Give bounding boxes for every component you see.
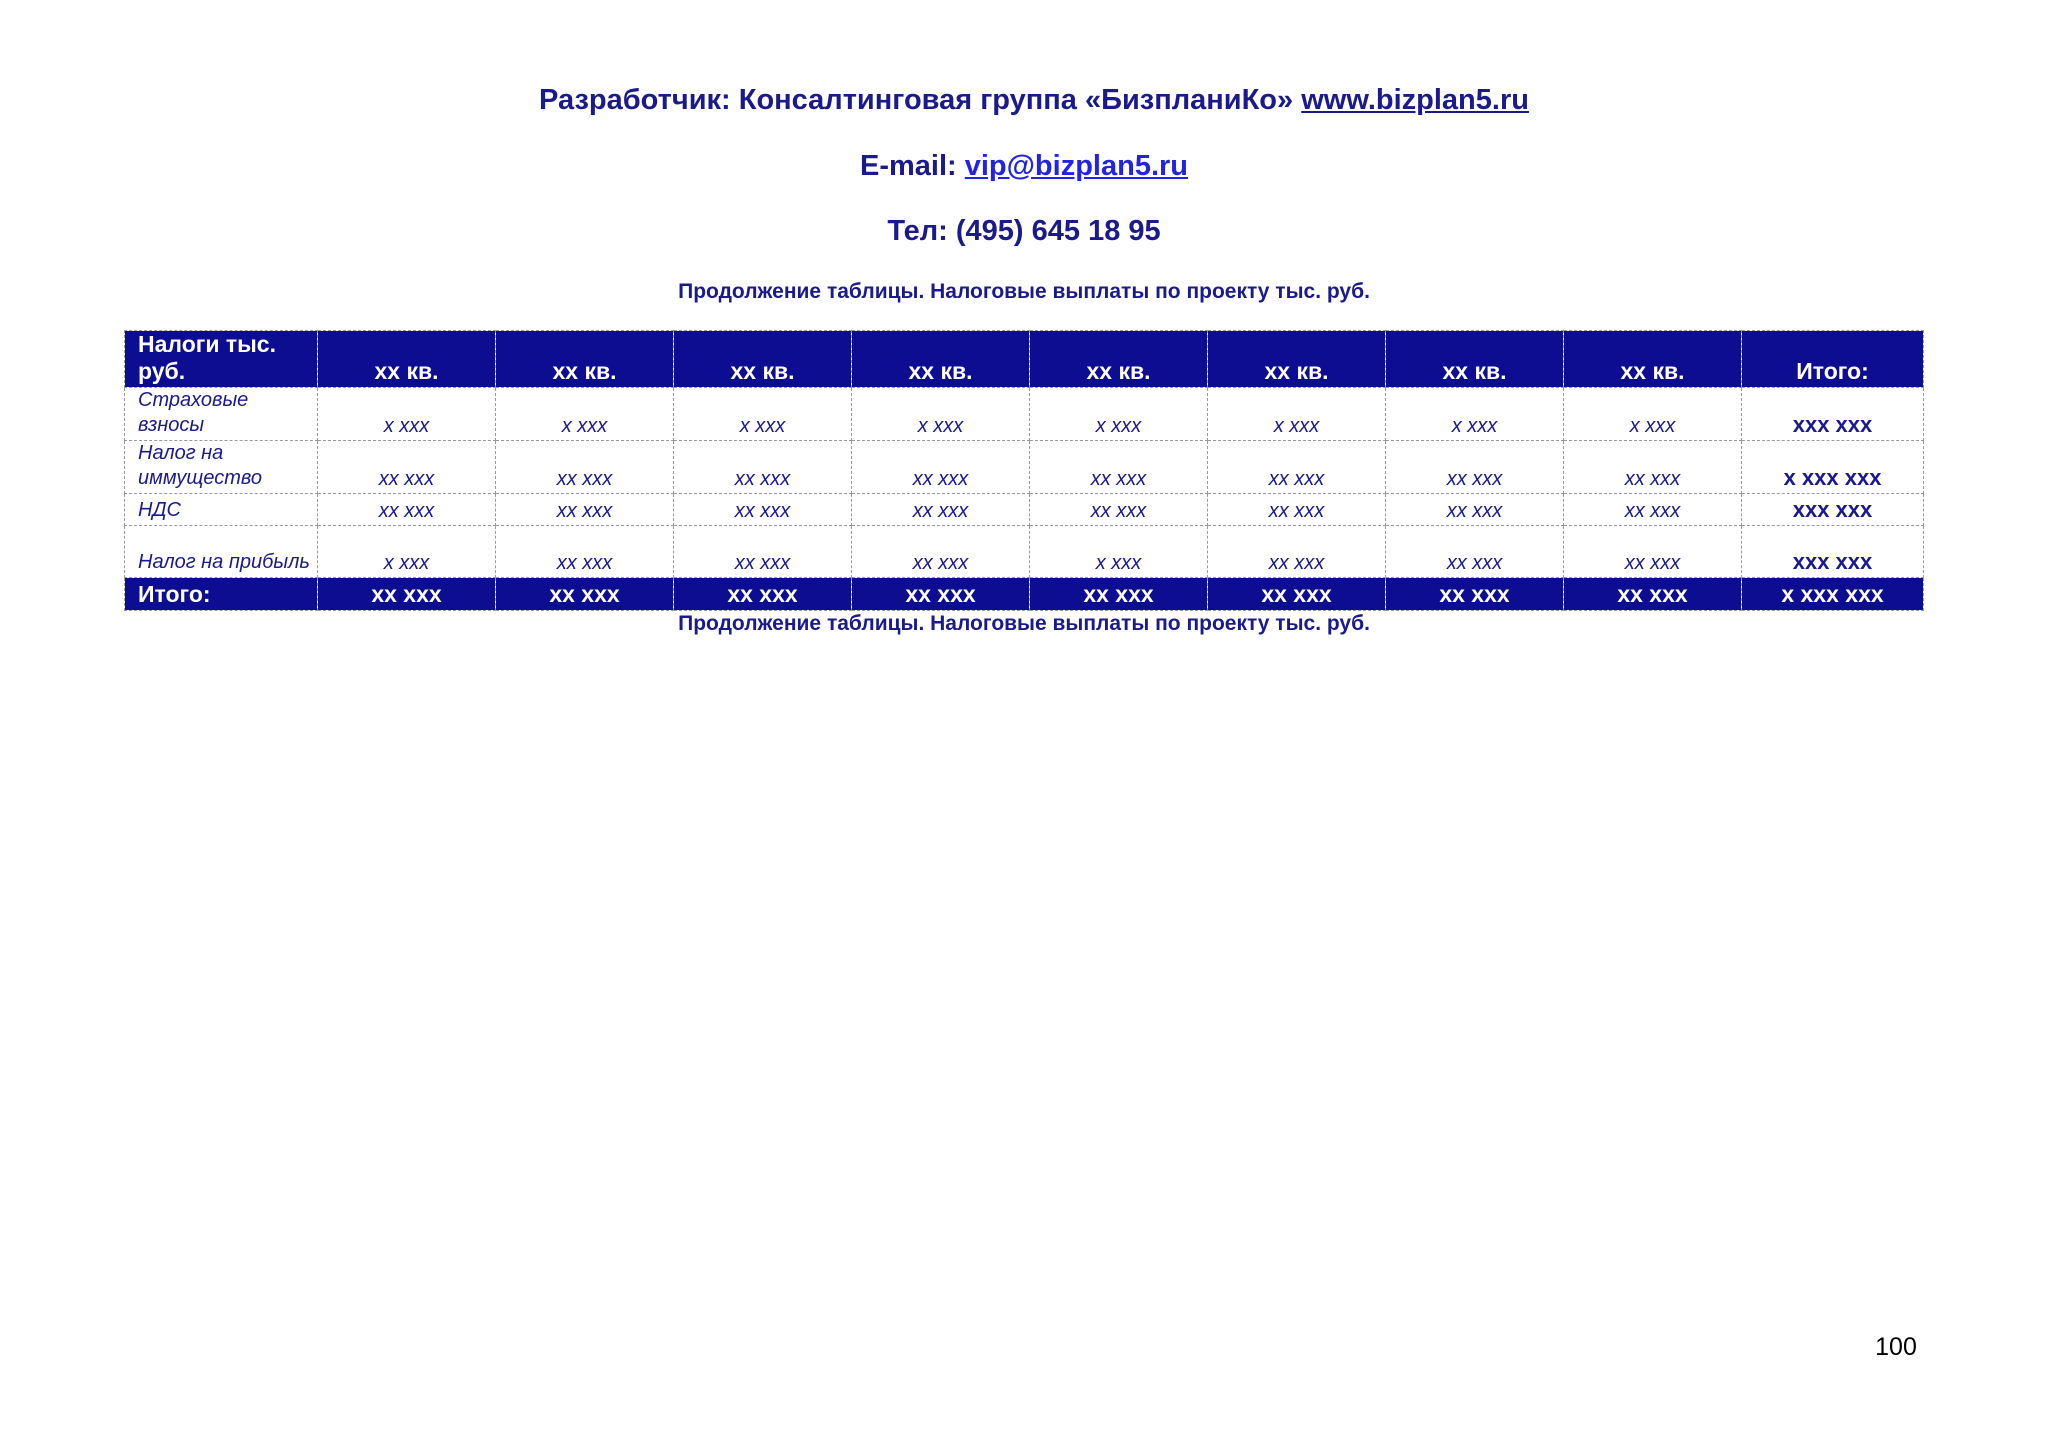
table-row-insurance xyxy=(125,388,1924,441)
table-cell: x xxx xyxy=(1386,388,1564,441)
footer-cell: xx xxx xyxy=(1386,578,1564,611)
row-total: x xxx xxx xyxy=(1742,441,1924,494)
table-cell: xx xxx xyxy=(496,494,674,526)
column-header-total: Итого: xyxy=(1742,331,1924,388)
footer-cell: xx xxx xyxy=(674,578,852,611)
table-caption-bottom: Продолжение таблицы. Налоговые выплаты по проекту тыс. руб. xyxy=(678,612,1370,635)
column-header-quarter: xx кв. xyxy=(852,331,1030,388)
row-label: Налог на прибыль xyxy=(125,526,318,578)
column-header-quarter: xx кв. xyxy=(318,331,496,388)
table-cell: xx xxx xyxy=(674,441,852,494)
table-cell: x xxx xyxy=(318,526,496,578)
table-cell: xx xxx xyxy=(318,441,496,494)
table-cell: xx xxx xyxy=(1386,526,1564,578)
table-cell: x xxx xyxy=(674,388,852,441)
table-cell: xx xxx xyxy=(674,526,852,578)
table-cell: xx xxx xyxy=(852,494,1030,526)
table-cell: xx xxx xyxy=(1208,526,1386,578)
table-cell: x xxx xyxy=(852,388,1030,441)
footer-cell: xx xxx xyxy=(852,578,1030,611)
table-footer-row xyxy=(125,578,1924,611)
email-link[interactable]: vip@bizplan5.ru xyxy=(964,150,1188,182)
footer-total: x xxx xxx xyxy=(1742,578,1924,611)
table-cell: x xxx xyxy=(496,388,674,441)
tax-table xyxy=(124,330,1924,611)
table-cell: xx xxx xyxy=(1386,441,1564,494)
column-header-quarter: xx кв. xyxy=(674,331,852,388)
table-cell: x xxx xyxy=(1564,388,1742,441)
table-cell: x xxx xyxy=(1208,388,1386,441)
footer-cell: xx xxx xyxy=(1030,578,1208,611)
column-header-quarter: xx кв. xyxy=(1030,331,1208,388)
table-cell: xx xxx xyxy=(1208,494,1386,526)
row-total: xxx xxx xyxy=(1742,526,1924,578)
table-cell: xx xxx xyxy=(852,441,1030,494)
phone-line: Тел: (495) 645 18 95 xyxy=(887,215,1161,247)
table-caption-top-text: Продолжение таблицы. Налоговые выплаты по проекту тыс. руб. xyxy=(678,280,1370,303)
table-cell: xx xxx xyxy=(1208,441,1386,494)
table-cell: x xxx xyxy=(1030,388,1208,441)
footer-cell: xx xxx xyxy=(1564,578,1742,611)
row-total: xxx xxx xyxy=(1742,494,1924,526)
column-header-quarter: xx кв. xyxy=(1386,331,1564,388)
website-link[interactable]: www.bizplan5.ru xyxy=(1301,84,1529,116)
table-cell: x xxx xyxy=(1030,526,1208,578)
table-caption-top xyxy=(0,280,2048,304)
table-row-vat xyxy=(125,494,1924,526)
footer-cell: xx xxx xyxy=(318,578,496,611)
table-row-profit-tax xyxy=(125,526,1924,578)
page-number: 100 xyxy=(1875,1333,1917,1361)
table-cell: x xxx xyxy=(318,388,496,441)
table-cell: xx xxx xyxy=(1564,526,1742,578)
table-cell: xx xxx xyxy=(674,494,852,526)
table-cell: xx xxx xyxy=(496,441,674,494)
developer-label: Разработчик: Консалтинговая группа «БизпланиКо» xyxy=(539,84,1294,116)
table-cell: xx xxx xyxy=(1564,441,1742,494)
email-label: E-mail: xyxy=(860,150,957,182)
column-header-quarter: xx кв. xyxy=(1564,331,1742,388)
table-row-property-tax xyxy=(125,441,1924,494)
table-cell: xx xxx xyxy=(1030,494,1208,526)
column-header-quarter: xx кв. xyxy=(496,331,674,388)
email-line xyxy=(0,150,2048,183)
table-cell: xx xxx xyxy=(318,494,496,526)
footer-label: Итого: xyxy=(125,578,318,611)
table-cell: xx xxx xyxy=(496,526,674,578)
row-label: НДС xyxy=(125,494,318,526)
developer-line xyxy=(0,84,2048,117)
table-cell: xx xxx xyxy=(1564,494,1742,526)
row-label: Страховые взносы xyxy=(125,388,318,441)
footer-cell: xx xxx xyxy=(496,578,674,611)
footer-cell: xx xxx xyxy=(1208,578,1386,611)
row-label: Налог на иммущество xyxy=(125,441,318,494)
table-header-row xyxy=(125,331,1924,388)
table-cell: xx xxx xyxy=(1030,441,1208,494)
column-header-quarter: xx кв. xyxy=(1208,331,1386,388)
table-cell: xx xxx xyxy=(1386,494,1564,526)
column-header-taxes: Налоги тыс. руб. xyxy=(125,331,318,388)
row-total: xxx xxx xyxy=(1742,388,1924,441)
table-cell: xx xxx xyxy=(852,526,1030,578)
